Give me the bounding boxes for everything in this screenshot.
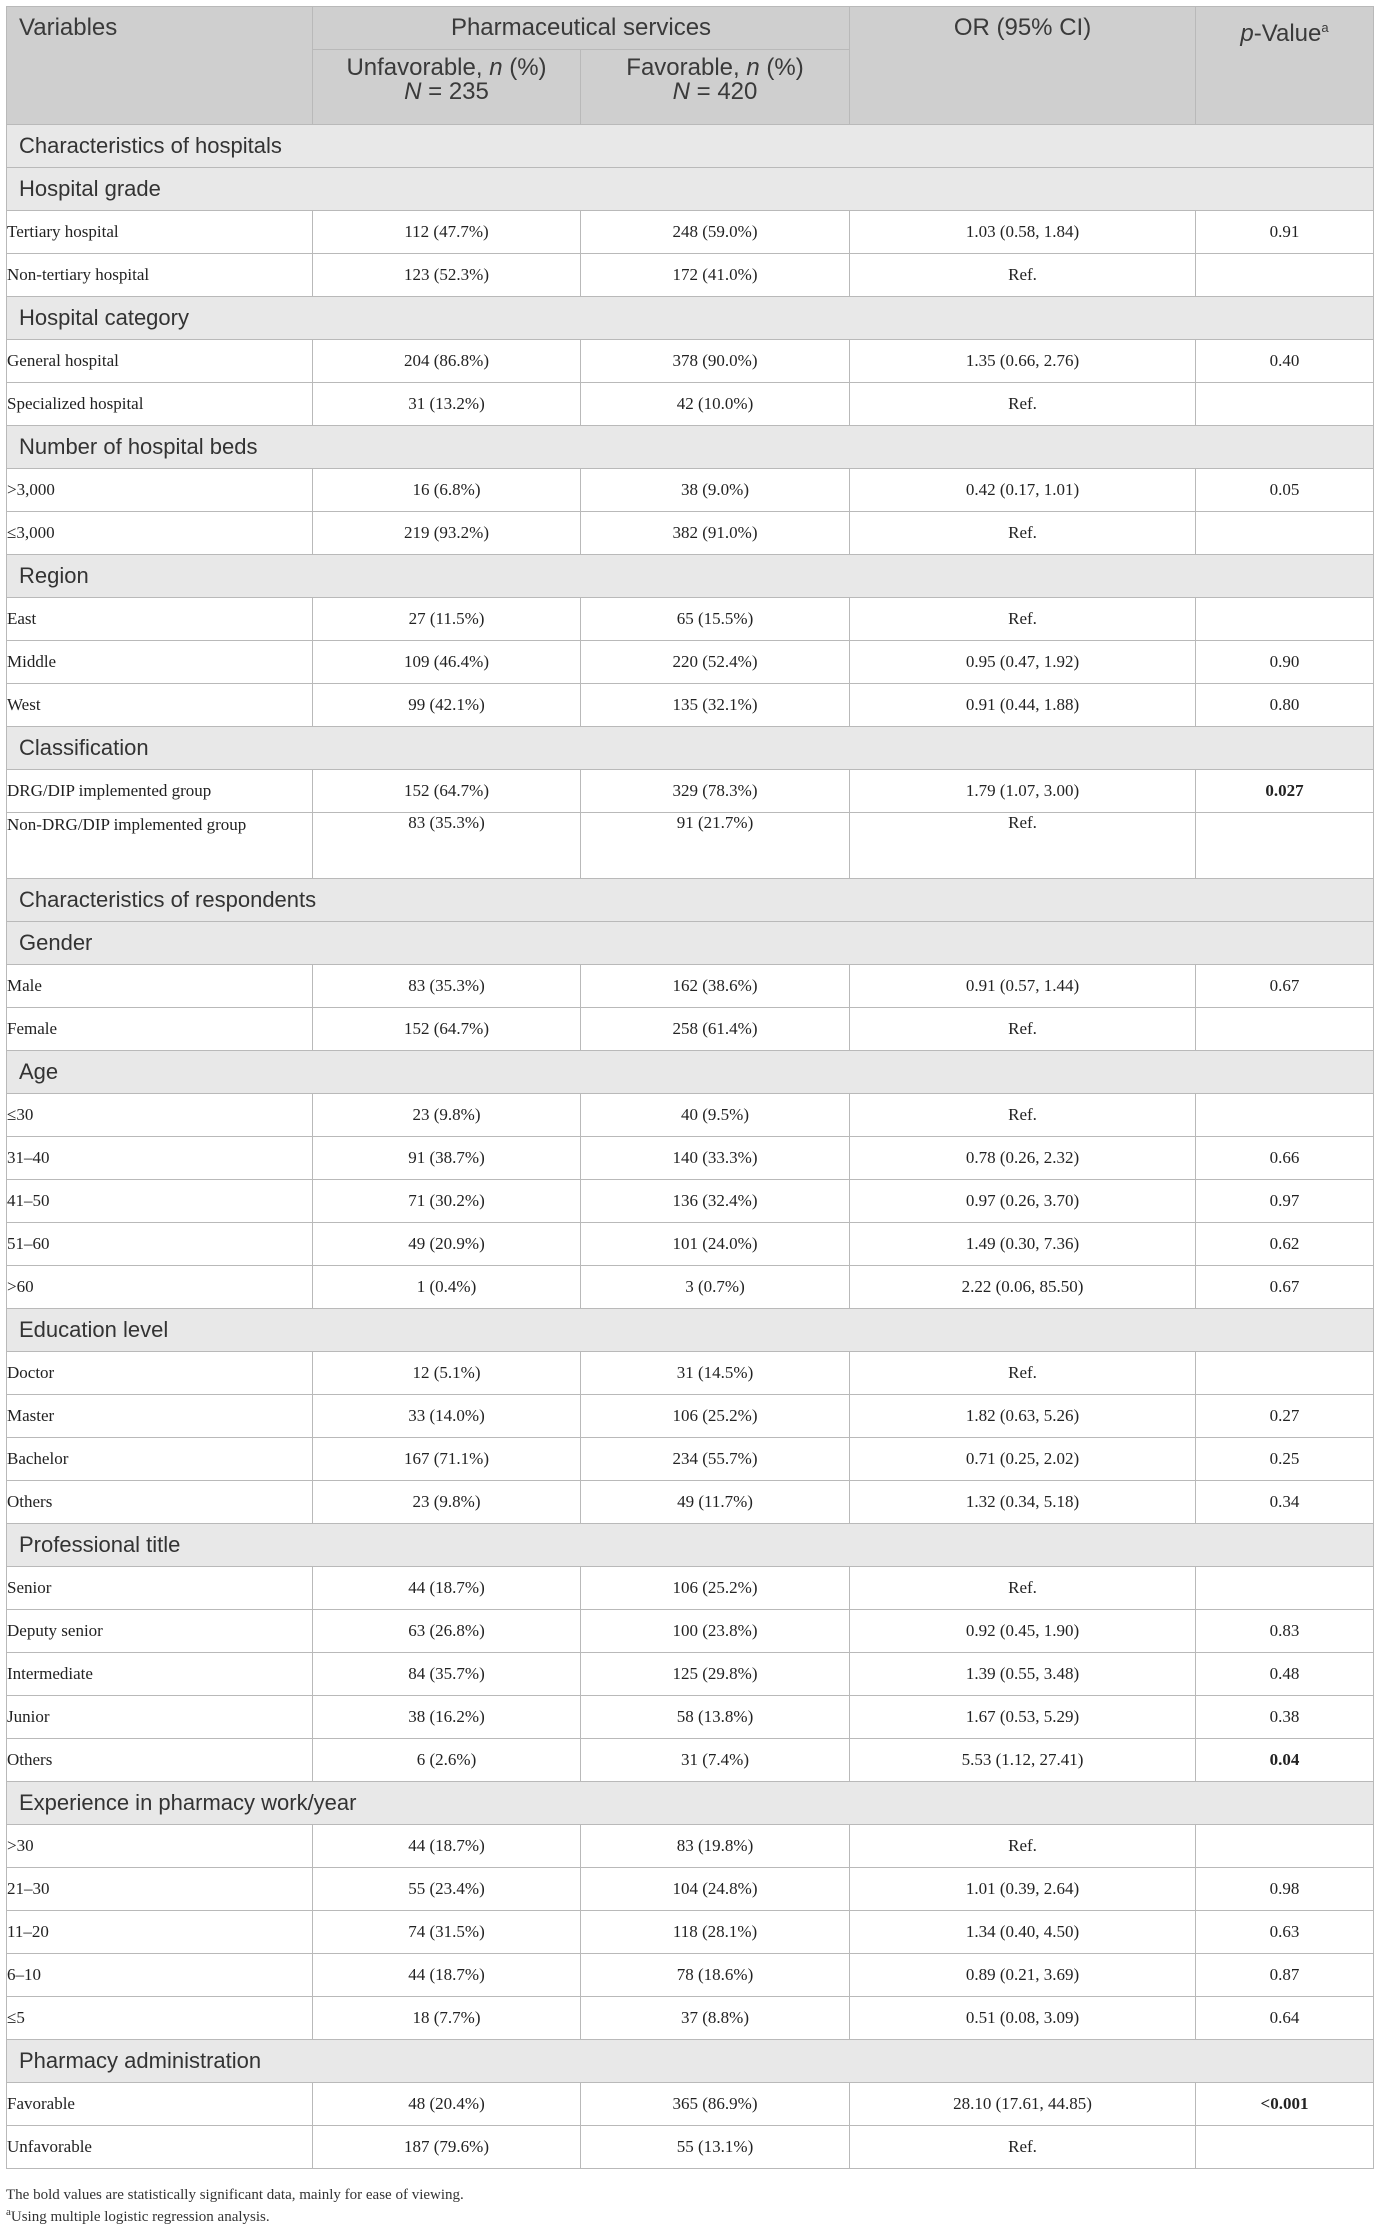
row-label: >30: [7, 1825, 313, 1868]
cell-unfavorable: 99 (42.1%): [313, 684, 581, 727]
cell-p-value: 0.027: [1196, 770, 1374, 813]
cell-p-value: [1196, 254, 1374, 297]
cell-favorable: 136 (32.4%): [581, 1180, 850, 1223]
footnote-bold: The bold values are statistically significant data, mainly for ease of viewing.: [6, 2187, 464, 2203]
cell-or: Ref.: [850, 2126, 1196, 2169]
table-row: [7, 1954, 1374, 1997]
cell-p-value: 0.80: [1196, 684, 1374, 727]
cell-or: 1.35 (0.66, 2.76): [850, 340, 1196, 383]
cell-or: Ref.: [850, 254, 1196, 297]
table-row: [7, 813, 1374, 879]
cell-or: 1.03 (0.58, 1.84): [850, 211, 1196, 254]
table-row: [7, 1868, 1374, 1911]
row-label: Non-tertiary hospital: [7, 254, 313, 297]
row-label: ≤30: [7, 1094, 313, 1137]
results-table: [6, 6, 1374, 2169]
cell-p-value: 0.63: [1196, 1911, 1374, 1954]
table-row: [7, 1180, 1374, 1223]
table-row: [7, 1438, 1374, 1481]
cell-favorable: 40 (9.5%): [581, 1094, 850, 1137]
table-row: [7, 1266, 1374, 1309]
cell-favorable: 65 (15.5%): [581, 598, 850, 641]
cell-or: 0.78 (0.26, 2.32): [850, 1137, 1196, 1180]
cell-unfavorable: 12 (5.1%): [313, 1352, 581, 1395]
section-label: Classification: [7, 727, 1374, 770]
row-label: Doctor: [7, 1352, 313, 1395]
cell-unfavorable: 91 (38.7%): [313, 1137, 581, 1180]
cell-unfavorable: 123 (52.3%): [313, 254, 581, 297]
row-label: Non-DRG/DIP implemented group: [7, 813, 313, 879]
cell-p-value: 0.34: [1196, 1481, 1374, 1524]
cell-p-value: 0.62: [1196, 1223, 1374, 1266]
cell-or: 28.10 (17.61, 44.85): [850, 2083, 1196, 2126]
cell-unfavorable: 38 (16.2%): [313, 1696, 581, 1739]
row-label: >60: [7, 1266, 313, 1309]
cell-p-value: 0.48: [1196, 1653, 1374, 1696]
cell-unfavorable: 1 (0.4%): [313, 1266, 581, 1309]
cell-or: Ref.: [850, 1094, 1196, 1137]
row-label: 11–20: [7, 1911, 313, 1954]
row-label: Others: [7, 1739, 313, 1782]
section-label: Region: [7, 555, 1374, 598]
cell-p-value: 0.64: [1196, 1997, 1374, 2040]
cell-unfavorable: 71 (30.2%): [313, 1180, 581, 1223]
cell-p-value: [1196, 2126, 1374, 2169]
cell-unfavorable: 152 (64.7%): [313, 1008, 581, 1051]
cell-unfavorable: 44 (18.7%): [313, 1825, 581, 1868]
cell-p-value: 0.91: [1196, 211, 1374, 254]
cell-p-value: 0.25: [1196, 1438, 1374, 1481]
cell-or: 5.53 (1.12, 27.41): [850, 1739, 1196, 1782]
table-row: [7, 512, 1374, 555]
section-row: [7, 1051, 1374, 1094]
table-row: [7, 1137, 1374, 1180]
row-label: Middle: [7, 641, 313, 684]
cell-unfavorable: 83 (35.3%): [313, 813, 581, 879]
section-row: [7, 727, 1374, 770]
table-row: [7, 1696, 1374, 1739]
row-label: General hospital: [7, 340, 313, 383]
cell-or: Ref.: [850, 383, 1196, 426]
cell-favorable: 3 (0.7%): [581, 1266, 850, 1309]
table-row: [7, 254, 1374, 297]
row-label: Deputy senior: [7, 1610, 313, 1653]
cell-p-value: 0.87: [1196, 1954, 1374, 1997]
table-row: [7, 1008, 1374, 1051]
table-row: [7, 383, 1374, 426]
cell-favorable: 172 (41.0%): [581, 254, 850, 297]
table-row: [7, 1610, 1374, 1653]
cell-or: 1.34 (0.40, 4.50): [850, 1911, 1196, 1954]
cell-unfavorable: 44 (18.7%): [313, 1567, 581, 1610]
cell-favorable: 234 (55.7%): [581, 1438, 850, 1481]
cell-unfavorable: 48 (20.4%): [313, 2083, 581, 2126]
cell-favorable: 104 (24.8%): [581, 1868, 850, 1911]
table-row: [7, 1825, 1374, 1868]
table-body: [7, 125, 1374, 2169]
cell-unfavorable: 109 (46.4%): [313, 641, 581, 684]
section-row: [7, 922, 1374, 965]
cell-or: 1.39 (0.55, 3.48): [850, 1653, 1196, 1696]
section-row: [7, 555, 1374, 598]
cell-or: 2.22 (0.06, 85.50): [850, 1266, 1196, 1309]
cell-p-value: 0.83: [1196, 1610, 1374, 1653]
cell-unfavorable: 44 (18.7%): [313, 1954, 581, 1997]
cell-p-value: [1196, 1094, 1374, 1137]
cell-favorable: 106 (25.2%): [581, 1395, 850, 1438]
cell-favorable: 106 (25.2%): [581, 1567, 850, 1610]
section-row: [7, 879, 1374, 922]
cell-p-value: [1196, 1008, 1374, 1051]
table-row: [7, 211, 1374, 254]
table-row: [7, 965, 1374, 1008]
row-label: East: [7, 598, 313, 641]
cell-p-value: 0.66: [1196, 1137, 1374, 1180]
cell-favorable: 118 (28.1%): [581, 1911, 850, 1954]
cell-favorable: 37 (8.8%): [581, 1997, 850, 2040]
cell-p-value: 0.97: [1196, 1180, 1374, 1223]
cell-favorable: 101 (24.0%): [581, 1223, 850, 1266]
cell-or: 0.89 (0.21, 3.69): [850, 1954, 1196, 1997]
header-or: OR (95% CI): [850, 7, 1196, 125]
header-unfavorable: Unfavorable, n (%) N = 235: [313, 50, 581, 125]
cell-or: 0.51 (0.08, 3.09): [850, 1997, 1196, 2040]
cell-unfavorable: 16 (6.8%): [313, 469, 581, 512]
cell-unfavorable: 63 (26.8%): [313, 1610, 581, 1653]
cell-unfavorable: 31 (13.2%): [313, 383, 581, 426]
section-label: Pharmacy administration: [7, 2040, 1374, 2083]
cell-or: Ref.: [850, 512, 1196, 555]
cell-p-value: [1196, 598, 1374, 641]
row-label: ≤3,000: [7, 512, 313, 555]
cell-p-value: 0.67: [1196, 1266, 1374, 1309]
header-p-value: p-Value$^a$: [1196, 7, 1374, 125]
row-label: Intermediate: [7, 1653, 313, 1696]
cell-or: Ref.: [850, 1825, 1196, 1868]
cell-unfavorable: 27 (11.5%): [313, 598, 581, 641]
section-label: Characteristics of respondents: [7, 879, 1374, 922]
cell-unfavorable: 18 (7.7%): [313, 1997, 581, 2040]
cell-unfavorable: 84 (35.7%): [313, 1653, 581, 1696]
section-label: Experience in pharmacy work/year: [7, 1782, 1374, 1825]
cell-favorable: 220 (52.4%): [581, 641, 850, 684]
table-row: [7, 469, 1374, 512]
cell-unfavorable: 187 (79.6%): [313, 2126, 581, 2169]
row-label: Others: [7, 1481, 313, 1524]
cell-or: 0.91 (0.44, 1.88): [850, 684, 1196, 727]
cell-or: 1.01 (0.39, 2.64): [850, 1868, 1196, 1911]
table-row: [7, 1567, 1374, 1610]
cell-favorable: 91 (21.7%): [581, 813, 850, 879]
header-variables: Variables: [7, 7, 313, 125]
cell-p-value: <0.001: [1196, 2083, 1374, 2126]
row-label: Bachelor: [7, 1438, 313, 1481]
row-label: Junior: [7, 1696, 313, 1739]
cell-p-value: [1196, 1352, 1374, 1395]
row-label: Female: [7, 1008, 313, 1051]
cell-or: 0.71 (0.25, 2.02): [850, 1438, 1196, 1481]
cell-unfavorable: 219 (93.2%): [313, 512, 581, 555]
section-row: [7, 168, 1374, 211]
header-pharmaceutical-services: Pharmaceutical services: [313, 7, 850, 50]
cell-p-value: [1196, 813, 1374, 879]
cell-or: Ref.: [850, 598, 1196, 641]
section-row: [7, 125, 1374, 168]
cell-or: Ref.: [850, 1008, 1196, 1051]
row-label: DRG/DIP implemented group: [7, 770, 313, 813]
table-row: [7, 1997, 1374, 2040]
cell-or: 1.32 (0.34, 5.18): [850, 1481, 1196, 1524]
cell-or: 0.92 (0.45, 1.90): [850, 1610, 1196, 1653]
cell-favorable: 100 (23.8%): [581, 1610, 850, 1653]
cell-favorable: 55 (13.1%): [581, 2126, 850, 2169]
cell-or: 1.79 (1.07, 3.00): [850, 770, 1196, 813]
cell-p-value: [1196, 383, 1374, 426]
cell-or: 0.95 (0.47, 1.92): [850, 641, 1196, 684]
row-label: Senior: [7, 1567, 313, 1610]
cell-favorable: 125 (29.8%): [581, 1653, 850, 1696]
table-row: [7, 1653, 1374, 1696]
row-label: 41–50: [7, 1180, 313, 1223]
cell-p-value: [1196, 1825, 1374, 1868]
cell-favorable: 258 (61.4%): [581, 1008, 850, 1051]
section-row: [7, 2040, 1374, 2083]
table-row: [7, 598, 1374, 641]
row-label: Unfavorable: [7, 2126, 313, 2169]
footnote-a: $^a$Using multiple logistic regression analysis.: [6, 2206, 270, 2225]
cell-or: 0.91 (0.57, 1.44): [850, 965, 1196, 1008]
cell-p-value: 0.98: [1196, 1868, 1374, 1911]
cell-or: 1.82 (0.63, 5.26): [850, 1395, 1196, 1438]
cell-favorable: 135 (32.1%): [581, 684, 850, 727]
row-label: 31–40: [7, 1137, 313, 1180]
cell-unfavorable: 152 (64.7%): [313, 770, 581, 813]
cell-or: Ref.: [850, 813, 1196, 879]
cell-favorable: 382 (91.0%): [581, 512, 850, 555]
section-label: Hospital grade: [7, 168, 1374, 211]
cell-unfavorable: 49 (20.9%): [313, 1223, 581, 1266]
row-label: Male: [7, 965, 313, 1008]
cell-favorable: 378 (90.0%): [581, 340, 850, 383]
cell-or: Ref.: [850, 1567, 1196, 1610]
section-label: Education level: [7, 1309, 1374, 1352]
cell-favorable: 140 (33.3%): [581, 1137, 850, 1180]
cell-p-value: 0.27: [1196, 1395, 1374, 1438]
row-label: Favorable: [7, 2083, 313, 2126]
cell-favorable: 31 (14.5%): [581, 1352, 850, 1395]
cell-favorable: 162 (38.6%): [581, 965, 850, 1008]
cell-unfavorable: 6 (2.6%): [313, 1739, 581, 1782]
cell-unfavorable: 23 (9.8%): [313, 1481, 581, 1524]
table-row: [7, 2126, 1374, 2169]
cell-p-value: [1196, 512, 1374, 555]
cell-or: Ref.: [850, 1352, 1196, 1395]
table-row: [7, 1223, 1374, 1266]
section-row: [7, 426, 1374, 469]
table-row: [7, 1094, 1374, 1137]
cell-unfavorable: 112 (47.7%): [313, 211, 581, 254]
table-row: [7, 641, 1374, 684]
cell-p-value: [1196, 1567, 1374, 1610]
section-label: Age: [7, 1051, 1374, 1094]
section-row: [7, 1309, 1374, 1352]
section-label: Characteristics of hospitals: [7, 125, 1374, 168]
row-label: 21–30: [7, 1868, 313, 1911]
cell-favorable: 329 (78.3%): [581, 770, 850, 813]
cell-favorable: 42 (10.0%): [581, 383, 850, 426]
table-row: [7, 1739, 1374, 1782]
section-label: Professional title: [7, 1524, 1374, 1567]
row-label: Tertiary hospital: [7, 211, 313, 254]
header-favorable: Favorable, n (%) N = 420: [581, 50, 850, 125]
cell-favorable: 78 (18.6%): [581, 1954, 850, 1997]
table-row: [7, 684, 1374, 727]
cell-favorable: 31 (7.4%): [581, 1739, 850, 1782]
row-label: Specialized hospital: [7, 383, 313, 426]
row-label: >3,000: [7, 469, 313, 512]
cell-p-value: 0.05: [1196, 469, 1374, 512]
header-row: [7, 7, 1374, 50]
row-label: 51–60: [7, 1223, 313, 1266]
table-row: [7, 1352, 1374, 1395]
row-label: 6–10: [7, 1954, 313, 1997]
cell-or: 0.42 (0.17, 1.01): [850, 469, 1196, 512]
table-row: [7, 770, 1374, 813]
section-row: [7, 1782, 1374, 1825]
section-label: Hospital category: [7, 297, 1374, 340]
cell-favorable: 38 (9.0%): [581, 469, 850, 512]
row-label: Master: [7, 1395, 313, 1438]
cell-favorable: 365 (86.9%): [581, 2083, 850, 2126]
cell-favorable: 58 (13.8%): [581, 1696, 850, 1739]
cell-p-value: 0.38: [1196, 1696, 1374, 1739]
section-row: [7, 1524, 1374, 1567]
cell-unfavorable: 55 (23.4%): [313, 1868, 581, 1911]
cell-favorable: 248 (59.0%): [581, 211, 850, 254]
cell-p-value: 0.67: [1196, 965, 1374, 1008]
cell-or: 0.97 (0.26, 3.70): [850, 1180, 1196, 1223]
table-row: [7, 1481, 1374, 1524]
table-row: [7, 1911, 1374, 1954]
cell-p-value: 0.40: [1196, 340, 1374, 383]
cell-or: 1.49 (0.30, 7.36): [850, 1223, 1196, 1266]
cell-unfavorable: 167 (71.1%): [313, 1438, 581, 1481]
cell-favorable: 83 (19.8%): [581, 1825, 850, 1868]
table-row: [7, 340, 1374, 383]
cell-unfavorable: 74 (31.5%): [313, 1911, 581, 1954]
cell-p-value: 0.90: [1196, 641, 1374, 684]
cell-unfavorable: 204 (86.8%): [313, 340, 581, 383]
cell-unfavorable: 23 (9.8%): [313, 1094, 581, 1137]
row-label: ≤5: [7, 1997, 313, 2040]
section-label: Number of hospital beds: [7, 426, 1374, 469]
cell-unfavorable: 33 (14.0%): [313, 1395, 581, 1438]
section-row: [7, 297, 1374, 340]
row-label: West: [7, 684, 313, 727]
cell-favorable: 49 (11.7%): [581, 1481, 850, 1524]
cell-unfavorable: 83 (35.3%): [313, 965, 581, 1008]
table-row: [7, 2083, 1374, 2126]
cell-p-value: 0.04: [1196, 1739, 1374, 1782]
table-row: [7, 1395, 1374, 1438]
section-label: Gender: [7, 922, 1374, 965]
cell-or: 1.67 (0.53, 5.29): [850, 1696, 1196, 1739]
